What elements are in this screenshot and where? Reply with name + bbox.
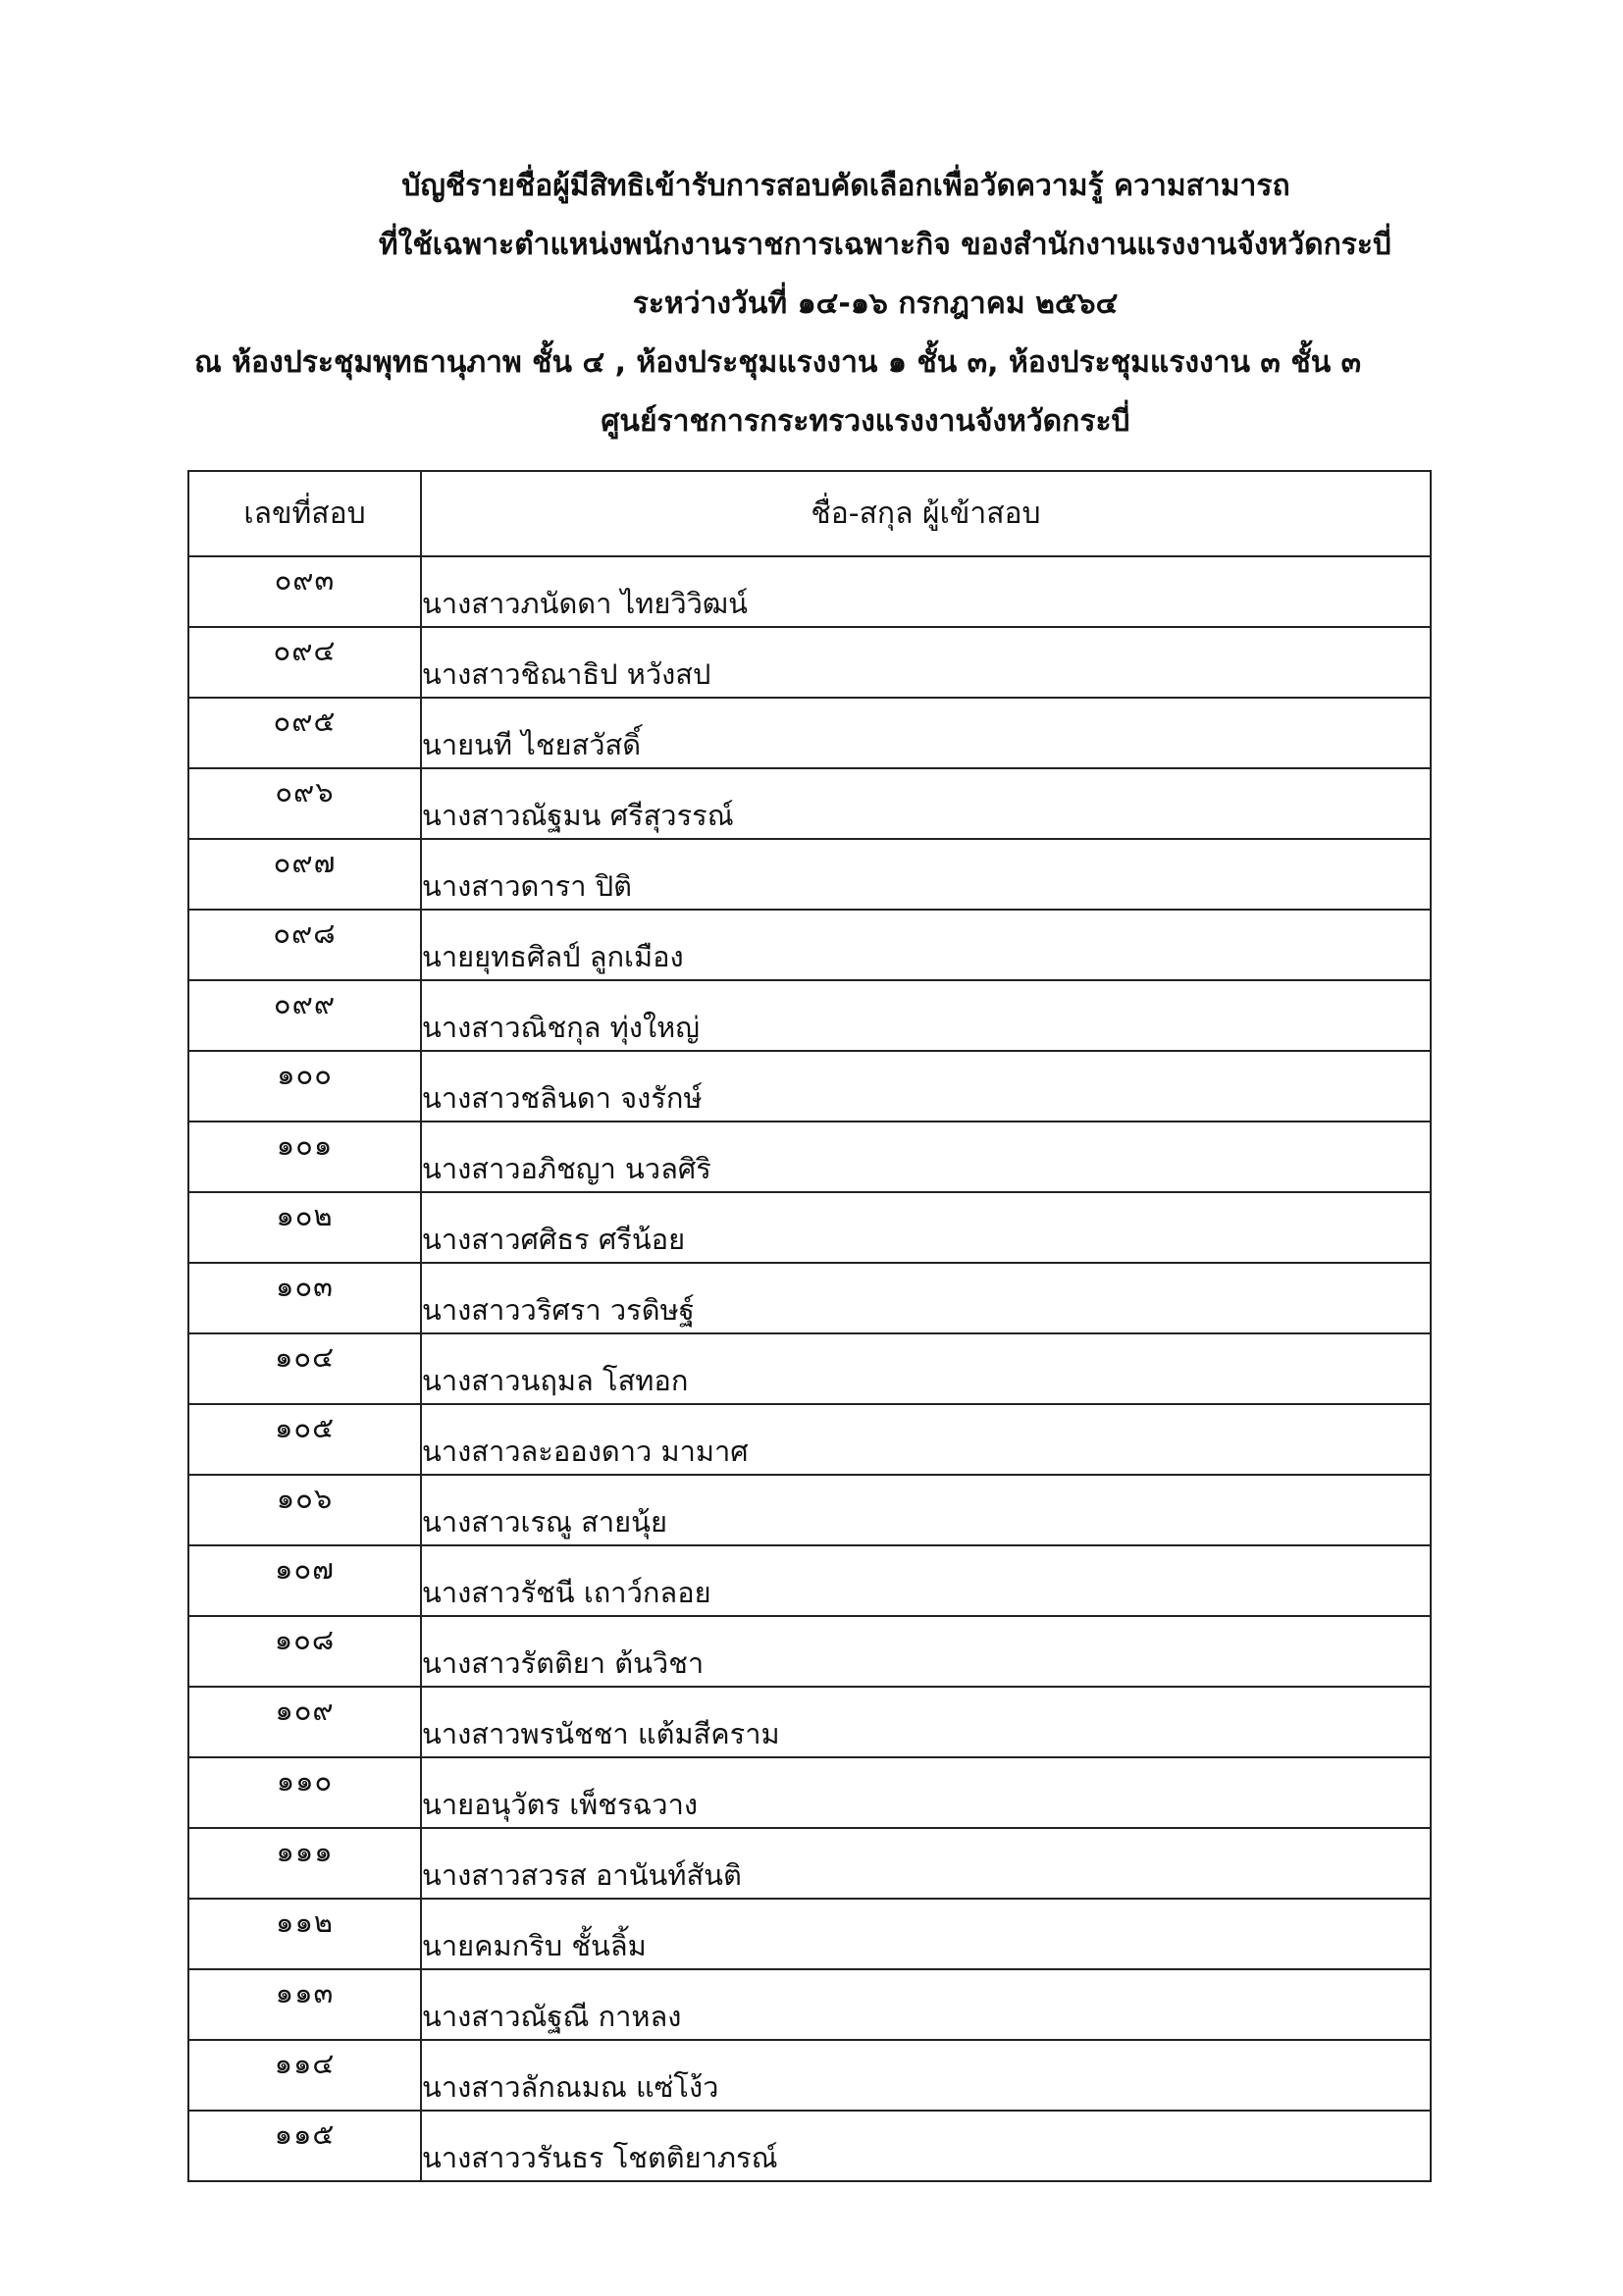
exam-number: ๑๑๓ [188,1969,421,2040]
table-body [188,556,1431,2181]
candidate-name: นายอนุวัตร เพ็ชรฉวาง [421,1757,1431,1828]
candidate-name: นายนที ไชยสวัสดิ์ [421,698,1431,768]
candidate-name: นางสาววริศรา วรดิษฐ์ [421,1263,1431,1333]
exam-number: ๑๐๕ [188,1404,421,1475]
candidate-name: นางสาวเรณู สายนุ้ย [421,1475,1431,1545]
exam-number: ๑๐๖ [188,1475,421,1545]
title-line-1: บัญชีรายชื่อผู้มีสิทธิเข้ารับการสอบคัดเลือกเพื่อวัดความรู้ ความสามารถ [401,169,1290,203]
candidate-name-header: ชื่อ-สกุล ผู้เข้าสอบ [421,471,1431,556]
candidate-name: นางสาวณิชกุล ทุ่งใหญ่ [421,980,1431,1051]
table-row [188,1475,1431,1545]
table-row [188,1545,1431,1616]
candidate-name: นางสาวรัตติยา ต้นวิชา [421,1616,1431,1687]
table-row [188,1757,1431,1828]
candidate-name: นางสาวลักณมณ แซ่โง้ว [421,2040,1431,2111]
date-line: ระหว่างวันที่ ๑๔-๑๖ กรกฎาคม ๒๕๖๔ [632,287,1119,321]
table-row [188,1051,1431,1122]
candidate-name: นางสาวณัฐณี กาหลง [421,1969,1431,2040]
exam-number: ๑๑๑ [188,1828,421,1899]
table-row [188,1333,1431,1404]
table-row [188,1122,1431,1192]
table-row [188,839,1431,910]
exam-number: ๐๙๓ [188,556,421,627]
exam-number: ๑๑๒ [188,1899,421,1969]
candidate-name: นางสาวภนัดดา ไทยวิวิฒน์ [421,556,1431,627]
exam-number: ๑๐๓ [188,1263,421,1333]
candidate-name: นางสาวรัชนี เถาว์กลอย [421,1545,1431,1616]
candidate-name: นายยุทธศิลป์ ลูกเมือง [421,910,1431,980]
document-header [0,157,1623,451]
candidate-name: นางสาวดารา ปิติ [421,839,1431,910]
exam-number: ๑๐๑ [188,1122,421,1192]
table-row [188,1192,1431,1263]
exam-number: ๐๙๖ [188,768,421,839]
exam-number: ๑๐๘ [188,1616,421,1687]
candidate-name: นางสาวสวรส อานันท์สันติ [421,1828,1431,1899]
candidate-name: นางสาวชิณาธิป หวังสป [421,627,1431,698]
exam-number: ๑๑๕ [188,2111,421,2181]
table-header-row [188,471,1431,556]
candidate-name: นายคมกริบ ชั้นลิ้ม [421,1899,1431,1969]
candidate-name: นางสาวละอองดาว มามาศ [421,1404,1431,1475]
candidate-name: นางสาววรันธร โชตติยาภรณ์ [421,2111,1431,2181]
exam-number: ๑๑๐ [188,1757,421,1828]
title-line-2: ที่ใช้เฉพาะตำแหน่งพนักงานราชการเฉพาะกิจ ของสำนักงานแรงงานจังหวัดกระบี่ [378,228,1392,262]
table-row [188,980,1431,1051]
table-row [188,1899,1431,1969]
exam-number: ๑๐๙ [188,1687,421,1757]
table-row [188,556,1431,627]
table-row [188,627,1431,698]
venue-line: ณ ห้องประชุมพุทธานุภาพ ชั้น ๔ , ห้องประชุมแรงงาน ๑ ชั้น ๓, ห้องประชุมแรงงาน ๓ ชั้น ๓ [194,345,1362,380]
table-row [188,768,1431,839]
table-row [188,1969,1431,2040]
table-row [188,910,1431,980]
exam-number: ๑๑๔ [188,2040,421,2111]
exam-number: ๑๐๒ [188,1192,421,1263]
table-row [188,1263,1431,1333]
candidate-name: นางสาวณัฐมน ศรีสุวรรณ์ [421,768,1431,839]
candidate-name: นางสาวชลินดา จงรักษ์ [421,1051,1431,1122]
exam-number: ๐๙๔ [188,627,421,698]
exam-number: ๑๐๐ [188,1051,421,1122]
table-row [188,1828,1431,1899]
exam-number: ๐๙๗ [188,839,421,910]
exam-number: ๑๐๗ [188,1545,421,1616]
exam-number: ๑๐๔ [188,1333,421,1404]
exam-number: ๐๙๙ [188,980,421,1051]
table-row [188,2111,1431,2181]
table-row [188,1616,1431,1687]
exam-number: ๐๙๘ [188,910,421,980]
candidate-name: นางสาวนฤมล โสทอก [421,1333,1431,1404]
table-row [188,2040,1431,2111]
table-row [188,698,1431,768]
table-row [188,1404,1431,1475]
location-line: ศูนย์ราชการกระทรวงแรงงานจังหวัดกระบี่ [601,404,1130,439]
exam-number: ๐๙๕ [188,698,421,768]
candidate-name: นางสาวพรนัชชา แต้มสีคราม [421,1687,1431,1757]
candidate-name: นางสาวอภิชญา นวลศิริ [421,1122,1431,1192]
candidate-table [187,470,1432,2182]
exam-number-header: เลขที่สอบ [188,471,421,556]
table-row [188,1687,1431,1757]
candidate-name: นางสาวศศิธร ศรีน้อย [421,1192,1431,1263]
